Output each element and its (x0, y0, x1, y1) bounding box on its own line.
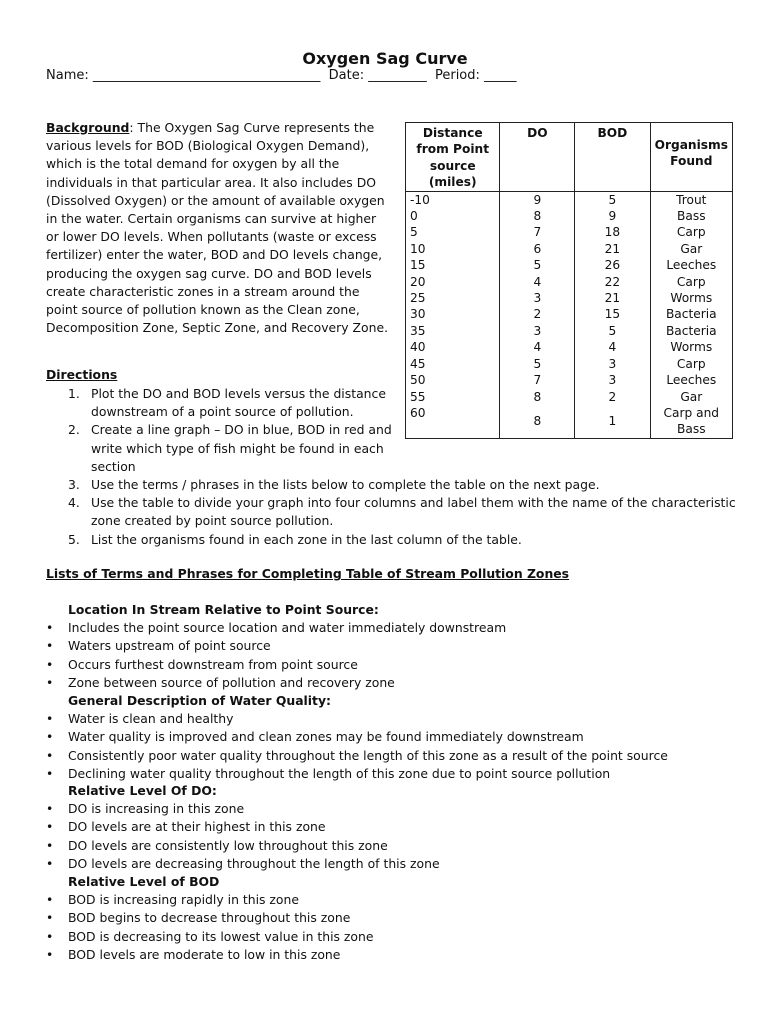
table-row (406, 224, 733, 240)
direction-item: 4. Use the table to divide your graph into four columns and label them with the name of the characteristic zone created by point source pollution. (68, 495, 736, 529)
list-item: • Water is clean and healthy (46, 710, 738, 728)
table-row (406, 290, 733, 306)
distance-cell: 40 (406, 339, 500, 355)
bod-cell: 18 (575, 224, 650, 240)
bod-cell: 21 (575, 290, 650, 306)
table-row (406, 306, 733, 322)
column-header-distance: Distance from Point source (miles) (406, 123, 500, 192)
table-row (406, 274, 733, 290)
list-item: • Waters upstream of point source (46, 637, 738, 655)
distance-cell: 50 (406, 372, 500, 388)
do-cell: 2 (500, 306, 575, 322)
do-cell: 6 (500, 241, 575, 257)
list-item: • BOD begins to decrease throughout this zone (46, 909, 738, 927)
organism-cell: Gar (650, 389, 732, 405)
do-cell: 3 (500, 323, 575, 339)
do-cell: 4 (500, 274, 575, 290)
list-item: • Water quality is improved and clean zones may be found immediately downstream (46, 728, 738, 746)
bod-cell: 2 (575, 389, 650, 405)
section-title: Location In Stream Relative to Point Source: (68, 602, 379, 617)
list-item: • BOD is decreasing to its lowest value in this zone (46, 928, 738, 946)
table-row (406, 257, 733, 273)
organism-cell: Bacteria (650, 323, 732, 339)
name-date-period-line: Name: ___________________________________ Date: _________ Period: _____ (46, 68, 517, 83)
lists-heading: Lists of Terms and Phrases for Completing Table of Stream Pollution Zones (46, 566, 570, 581)
distance-cell: 5 (406, 224, 500, 240)
direction-item: 3. Use the terms / phrases in the lists below to complete the table on the next page. (68, 477, 600, 493)
section-title: Relative Level Of DO: (68, 783, 217, 798)
organism-cell: Bacteria (650, 306, 732, 322)
column-header-organisms: Organisms Found (650, 123, 732, 192)
do-cell: 7 (500, 372, 575, 388)
do-cell: 8 (500, 405, 575, 438)
list-item: • Consistently poor water quality throughout the length of this zone as a result of the point source (46, 747, 738, 765)
do-cell: 8 (500, 389, 575, 405)
location-section (68, 601, 738, 692)
bod-cell: 26 (575, 257, 650, 273)
list-item: • Declining water quality throughout the length of this zone due to point source pollution (46, 765, 738, 783)
table-row (406, 339, 733, 355)
do-cell: 4 (500, 339, 575, 355)
table-row (406, 356, 733, 372)
bod-cell: 4 (575, 339, 650, 355)
directions-heading: Directions (46, 367, 118, 382)
distance-cell: -10 (406, 191, 500, 208)
list-item: • DO levels are decreasing throughout the length of this zone (46, 855, 738, 873)
distance-cell: 45 (406, 356, 500, 372)
bod-cell: 22 (575, 274, 650, 290)
distance-cell: 15 (406, 257, 500, 273)
organism-cell: Carp (650, 224, 732, 240)
bod-cell: 3 (575, 372, 650, 388)
bod-cell: 5 (575, 191, 650, 208)
list-item: • DO levels are at their highest in this zone (46, 818, 738, 836)
background-paragraph (46, 119, 392, 337)
table-row (406, 208, 733, 224)
list-item: • Occurs furthest downstream from point source (46, 656, 738, 674)
bod-cell: 21 (575, 241, 650, 257)
organism-cell: Carp (650, 356, 732, 372)
bod-level-section (68, 873, 738, 964)
column-header-bod: BOD (575, 123, 650, 192)
organism-cell: Carp and Bass (650, 405, 732, 438)
stream-data-table (405, 122, 733, 439)
do-cell: 5 (500, 257, 575, 273)
table-row (406, 241, 733, 257)
do-cell: 9 (500, 191, 575, 208)
distance-cell: 20 (406, 274, 500, 290)
page-title: Oxygen Sag Curve (302, 49, 468, 68)
distance-cell: 0 (406, 208, 500, 224)
do-cell: 8 (500, 208, 575, 224)
organism-cell: Bass (650, 208, 732, 224)
list-item: • Zone between source of pollution and recovery zone (46, 674, 738, 692)
organism-cell: Leeches (650, 257, 732, 273)
list-item: • Includes the point source location and water immediately downstream (46, 619, 738, 637)
direction-item: 2. Create a line graph – DO in blue, BOD in red and write which type of fish might be found in each section (68, 422, 392, 474)
organism-cell: Leeches (650, 372, 732, 388)
direction-item: 1. Plot the DO and BOD levels versus the distance downstream of a point source of pollution. (68, 386, 386, 420)
distance-cell: 25 (406, 290, 500, 306)
water-quality-section (68, 692, 738, 783)
distance-cell: 35 (406, 323, 500, 339)
organism-cell: Carp (650, 274, 732, 290)
organism-cell: Worms (650, 290, 732, 306)
do-cell: 7 (500, 224, 575, 240)
organism-cell: Trout (650, 191, 732, 208)
bod-cell: 3 (575, 356, 650, 372)
organism-cell: Gar (650, 241, 732, 257)
list-item: • DO is increasing in this zone (46, 800, 738, 818)
bod-cell: 1 (575, 405, 650, 438)
do-level-section (68, 782, 738, 873)
do-cell: 3 (500, 290, 575, 306)
bod-cell: 15 (575, 306, 650, 322)
organism-cell: Worms (650, 339, 732, 355)
background-text: : The Oxygen Sag Curve represents the various levels for BOD (Biological Oxygen Demand), which is the total demand for oxygen by all the individuals in that particular area. It also includes DO (Dissolved Oxygen) or the amount of available oxygen in the water. Certain organisms can survive at higher or lower DO levels. When pollutants (waste or excess fertilizer) enter the water, BOD and DO levels change, producing the oxygen sag curve. DO and BOD levels create characteristic zones in a stream around the point source of pollution known as the Clean zone, Decomposition Zone, Septic Zone, and Recovery Zone. (46, 120, 389, 336)
section-title: General Description of Water Quality: (68, 693, 332, 708)
distance-cell: 30 (406, 306, 500, 322)
column-header-do: DO (500, 123, 575, 192)
distance-cell: 55 (406, 389, 500, 405)
table-row (406, 191, 733, 208)
table-row (406, 323, 733, 339)
table-row (406, 372, 733, 388)
table-row (406, 389, 733, 405)
distance-cell: 10 (406, 241, 500, 257)
background-label: Background (46, 120, 130, 135)
bod-cell: 5 (575, 323, 650, 339)
list-item: • BOD levels are moderate to low in this zone (46, 946, 738, 964)
distance-cell: 60 (406, 405, 500, 438)
direction-item: 5. List the organisms found in each zone in the last column of the table. (68, 531, 522, 547)
do-cell: 5 (500, 356, 575, 372)
bod-cell: 9 (575, 208, 650, 224)
list-item: • BOD is increasing rapidly in this zone (46, 891, 738, 909)
lists-section (46, 566, 746, 581)
list-item: • DO levels are consistently low throughout this zone (46, 837, 738, 855)
table-row (406, 405, 733, 438)
table-header-row (406, 123, 733, 192)
section-title: Relative Level of BOD (68, 874, 220, 889)
